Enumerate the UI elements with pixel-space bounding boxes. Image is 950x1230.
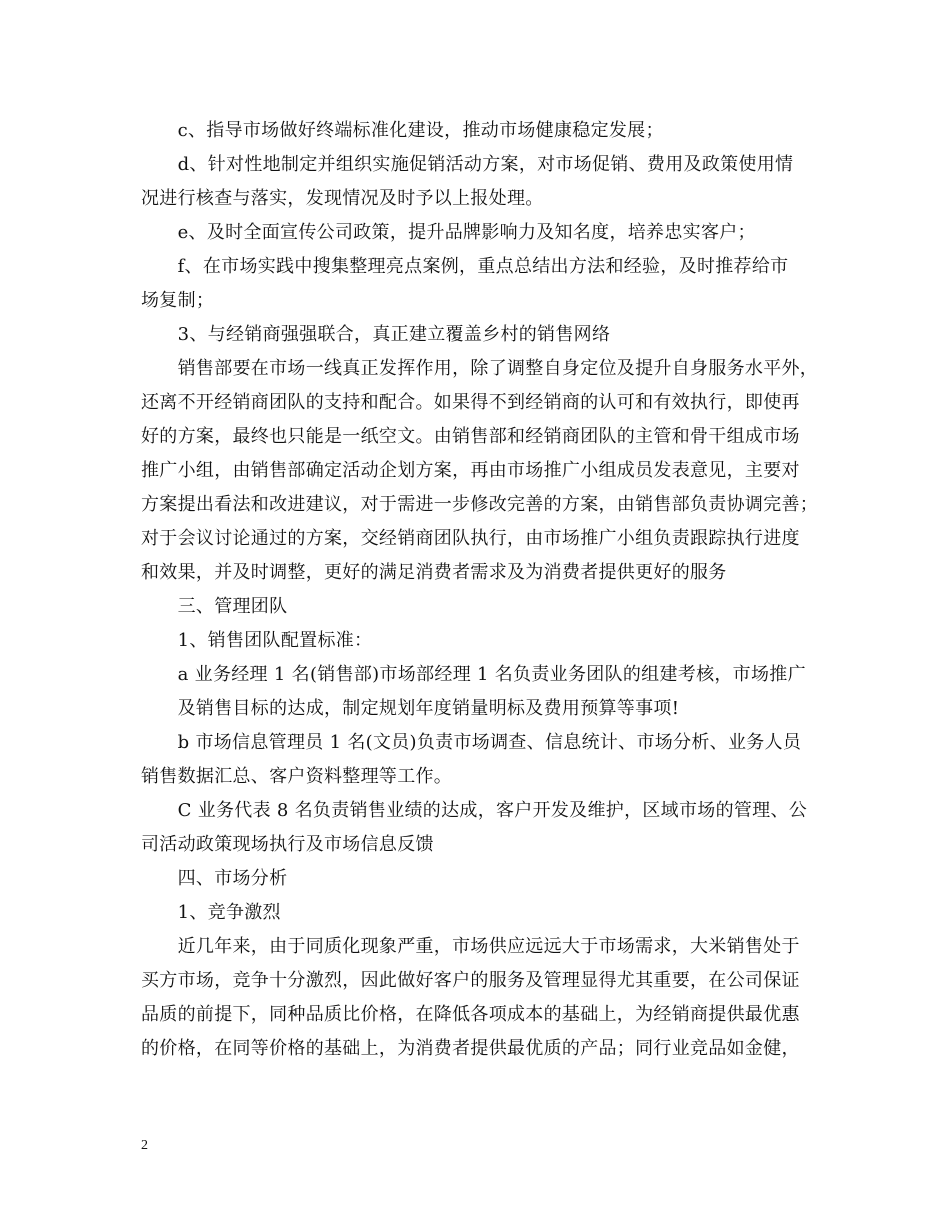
- paragraph: [141, 216, 821, 250]
- paragraph: [141, 862, 821, 896]
- paragraph: [141, 352, 821, 590]
- text-line: d、针对性地制定并组织实施促销活动方案，对市场促销、费用及政策使用情: [141, 154, 794, 175]
- paragraph: [141, 114, 821, 148]
- text-line: c、指导市场做好终端标准化建设，推动市场健康稳定发展；: [141, 120, 664, 141]
- text-line: C 业务代表 8 名负责销售业绩的达成，客户开发及维护，区域市场的管理、公: [141, 800, 808, 821]
- page-number: 2: [141, 1138, 148, 1153]
- text-line: 品质的前提下，同种品质比价格，在降低各项成本的基础上，为经销商提供最优惠: [141, 1004, 800, 1025]
- text-line: 销售数据汇总、客户资料整理等工作。: [141, 766, 453, 787]
- text-line: 3、与经销商强强联合，真正建立覆盖乡村的销售网络: [141, 324, 611, 345]
- text-line: 的价格，在同等价格的基础上，为消费者提供最优质的产品；同行业竞品如金健，: [141, 1038, 800, 1059]
- text-line: 1、销售团队配置标准：: [141, 630, 373, 651]
- text-line: 场复制；: [141, 290, 215, 311]
- paragraph: [141, 896, 821, 930]
- text-line: a 业务经理 1 名(销售部)市场部经理 1 名负责业务团队的组建考核，市场推广: [141, 664, 806, 685]
- text-line: b 市场信息管理员 1 名(文员)负责市场调查、信息统计、市场分析、业务人员: [141, 732, 802, 753]
- text-line: 对于会议讨论通过的方案，交经销商团队执行，由市场推广小组负责跟踪执行进度: [141, 528, 800, 549]
- paragraph: [141, 590, 821, 624]
- paragraph: [141, 318, 821, 352]
- text-line: 还离不开经销商团队的支持和配合。如果得不到经销商的认可和有效执行，即使再: [141, 392, 800, 413]
- text-line: 况进行核查与落实，发现情况及时予以上报处理。: [141, 188, 544, 209]
- paragraph: [141, 794, 821, 862]
- text-line: 和效果，并及时调整，更好的满足消费者需求及为消费者提供更好的服务: [141, 562, 727, 583]
- text-line: e、及时全面宣传公司政策，提升品牌影响力及知名度，培养忠实客户；: [141, 222, 756, 243]
- text-line: f、在市场实践中搜集整理亮点案例，重点总结出方法和经验，及时推荐给市: [141, 256, 789, 277]
- paragraph: [141, 624, 821, 658]
- paragraph: [141, 726, 821, 794]
- text-line: 司活动政策现场执行及市场信息反馈: [141, 834, 434, 855]
- text-line: 推广小组，由销售部确定活动企划方案，再由市场推广小组成员发表意见，主要对: [141, 460, 800, 481]
- text-line: 近几年来，由于同质化现象严重，市场供应远远大于市场需求，大米销售处于: [141, 936, 800, 957]
- text-line: 1、竞争激烈: [141, 902, 281, 923]
- text-line: 销售部要在市场一线真正发挥作用，除了调整自身定位及提升自身服务水平外，: [141, 358, 819, 379]
- text-line: 好的方案，最终也只能是一纸空文。由销售部和经销商团队的主管和骨干组成市场: [141, 426, 800, 447]
- text-line: 方案提出看法和改进建议，对于需进一步修改完善的方案，由销售部负责协调完善；: [141, 494, 819, 515]
- text-line: 四、市场分析: [141, 868, 288, 889]
- text-line: 三、管理团队: [141, 596, 288, 617]
- text-line: 买方市场，竞争十分激烈，因此做好客户的服务及管理显得尤其重要，在公司保证: [141, 970, 800, 991]
- paragraph: [141, 658, 821, 726]
- paragraph: [141, 250, 821, 318]
- text-line: 及销售目标的达成，制定规划年度销量明标及费用预算等事项!: [141, 698, 680, 719]
- paragraph: [141, 148, 821, 216]
- paragraph: [141, 930, 821, 1066]
